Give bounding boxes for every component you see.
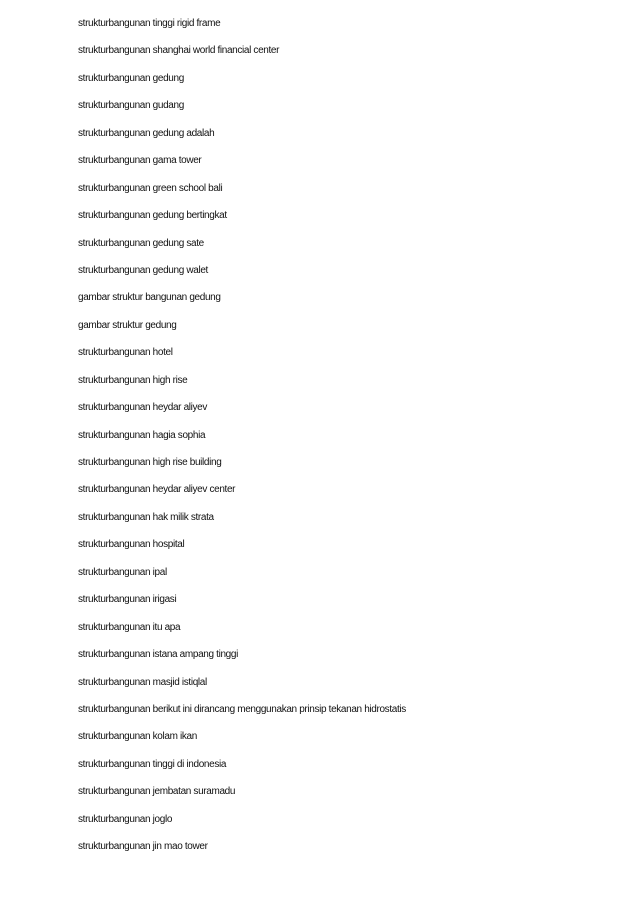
list-item: strukturbangunan ipal: [78, 566, 167, 578]
list-item: strukturbangunan joglo: [78, 813, 173, 825]
list-item: strukturbangunan high rise: [78, 374, 188, 386]
list-item: strukturbangunan berikut ini dirancang menggunakan prinsip tekanan hidrostatis: [78, 703, 406, 715]
list-item: strukturbangunan jembatan suramadu: [78, 786, 236, 798]
list-item: strukturbangunan jin mao tower: [78, 841, 208, 853]
list-item: strukturbangunan itu apa: [78, 621, 181, 633]
list-item: strukturbangunan tinggi di indonesia: [78, 758, 227, 770]
keyword-list: [78, 17, 406, 868]
list-item: strukturbangunan gedung sate: [78, 237, 204, 249]
list-item: strukturbangunan gedung: [78, 72, 184, 84]
list-item: strukturbangunan heydar aliyev: [78, 402, 208, 414]
list-item: strukturbangunan high rise building: [78, 457, 222, 468]
list-item: strukturbangunan hotel: [78, 347, 173, 359]
list-item: strukturbangunan gedung adalah: [78, 127, 215, 139]
list-item: strukturbangunan gedung bertingkat: [78, 210, 227, 222]
list-item: strukturbangunan hagia sophia: [78, 429, 206, 441]
list-item: strukturbangunan istana ampang tinggi: [78, 649, 238, 661]
list-item: strukturbangunan irigasi: [78, 594, 177, 606]
list-item: strukturbangunan shanghai world financial center: [78, 45, 280, 57]
list-item: strukturbangunan gedung walet: [78, 264, 208, 276]
list-item: gambar struktur gedung: [78, 319, 177, 331]
list-item: strukturbangunan kolam ikan: [78, 731, 197, 743]
list-item: strukturbangunan masjid istiqlal: [78, 676, 207, 688]
list-item: strukturbangunan hospital: [78, 539, 185, 551]
list-item: strukturbangunan gama tower: [78, 155, 202, 167]
list-item: strukturbangunan gudang: [78, 100, 184, 112]
list-item: gambar struktur bangunan gedung: [78, 292, 221, 304]
list-item: strukturbangunan green school bali: [78, 182, 223, 194]
list-item: strukturbangunan tinggi rigid frame: [78, 18, 221, 29]
list-item: strukturbangunan heydar aliyev center: [78, 484, 236, 496]
list-item: strukturbangunan hak milik strata: [78, 511, 214, 523]
